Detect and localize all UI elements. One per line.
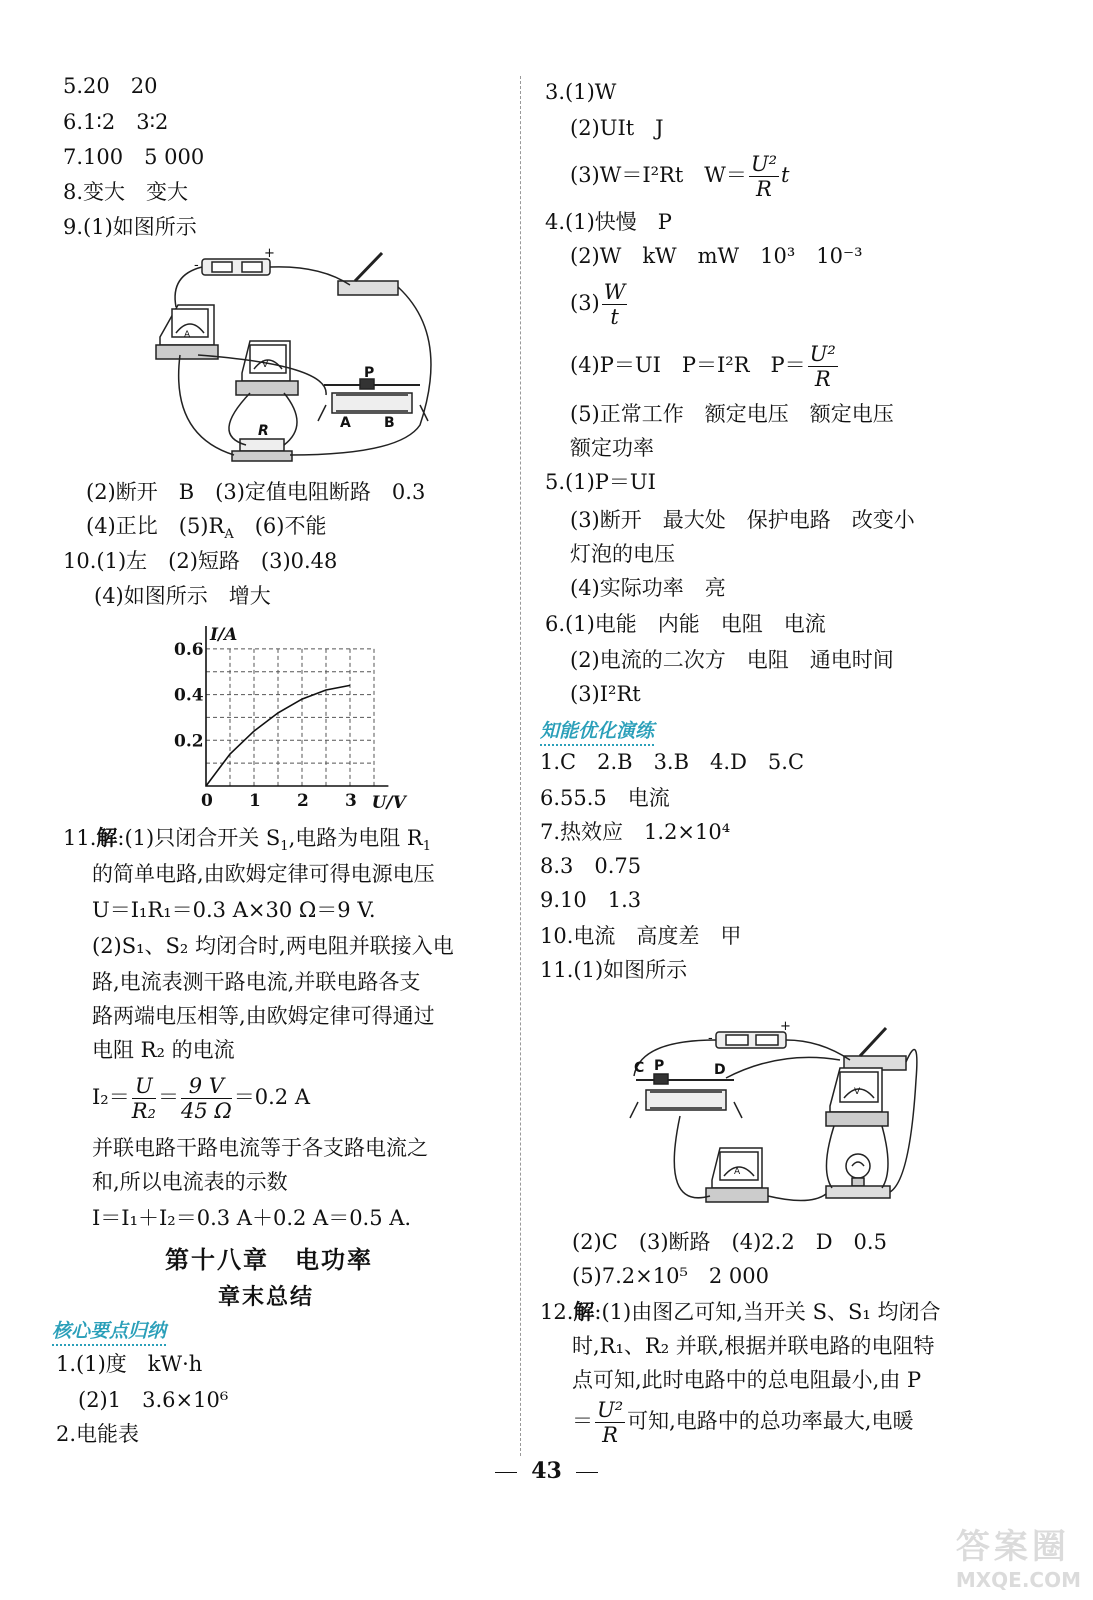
y-tick-label: 0.6 xyxy=(174,639,204,660)
answer-9: 9.(1)如图所示 xyxy=(63,215,197,239)
answer-9-2: (2)断开 B (3)定值电阻断路 0.3 xyxy=(86,480,426,504)
practice-7: 7.热效应 1.2×10⁴ xyxy=(540,820,731,844)
r-4-5: (5)正常工作 额定电压 额定电压 xyxy=(570,402,894,426)
r-3-1: 3.(1)W xyxy=(545,80,617,104)
answer-6: 6.1∶2 3∶2 xyxy=(63,110,169,134)
fig3-minus-label: - xyxy=(708,1031,713,1046)
answer-5: 5.20 20 xyxy=(63,74,158,98)
answer-11-line5: 路,电流表测干路电流,并联电路各支 xyxy=(92,970,421,994)
x-tick-label: 0 xyxy=(201,791,213,811)
page-number: 43 xyxy=(0,1458,1093,1484)
answer-11-line2: 的简单电路,由欧姆定律可得电源电压 xyxy=(92,862,435,886)
section-core-points: 核心要点归纳 xyxy=(52,1316,166,1346)
answer-11-line9: 并联电路干路电流等于各支路电流之 xyxy=(92,1136,428,1160)
fig1-ammeter-label: A xyxy=(184,330,191,340)
column-divider xyxy=(520,76,521,1456)
section-practice: 知能优化演练 xyxy=(540,716,654,746)
circuit-diagram-2 xyxy=(620,1020,930,1218)
fig1-resistor-label: R xyxy=(258,423,269,439)
practice-11-5: (5)7.2×10⁵ 2 000 xyxy=(572,1264,769,1288)
practice-10: 10.电流 高度差 甲 xyxy=(540,924,742,948)
chapter-subtitle: 章末总结 xyxy=(218,1285,315,1310)
r-6-2: (2)电流的二次方 电阻 通电时间 xyxy=(570,648,894,672)
fig3-d-label: D xyxy=(714,1062,726,1078)
answer-11-line11: I＝I₁＋I₂＝0.3 A＋0.2 A＝0.5 A. xyxy=(92,1206,412,1230)
answer-10-4: (4)如图所示 增大 xyxy=(94,584,271,608)
r-5-3b: 灯泡的电压 xyxy=(570,542,675,566)
core-2: 2.电能表 xyxy=(56,1422,140,1446)
r-4-5b: 额定功率 xyxy=(570,436,654,460)
fig1-plus-label: + xyxy=(264,246,275,261)
iu-chart xyxy=(170,616,420,816)
r-4-3: (3) $\frac{W}{t}$ xyxy=(570,280,626,329)
y-axis-label: I/A xyxy=(210,625,238,645)
chart-axes xyxy=(206,626,388,786)
practice-11-2: (2)C (3)断路 (4)2.2 D 0.5 xyxy=(572,1230,887,1254)
answer-9-4: (4)正比 $(5)R_A$ (6)不能 xyxy=(86,514,327,543)
practice-12-line4: ＝ $\frac{\text{U²}}{R}$ 可知,电路中的总功率最大,电暖 xyxy=(572,1398,914,1447)
answer-11-line6: 路两端电压相等,由欧姆定律可得通过 xyxy=(92,1004,435,1028)
r-4-4: (4)P＝UI P＝I²R P＝ $\frac{\text{U²}}{R}$ xyxy=(570,342,836,391)
practice-8: 8.3 0.75 xyxy=(540,854,642,878)
fig1-voltmeter-label: V xyxy=(262,360,269,370)
x-tick-label: 3 xyxy=(345,791,357,811)
circuit-diagram-1 xyxy=(150,245,450,470)
practice-12-line1: 12.解:(1)由图乙可知,当开关 S、S₁ 均闭合 xyxy=(540,1299,941,1324)
r-5-4: (4)实际功率 亮 xyxy=(570,576,726,600)
y-tick-label: 0.4 xyxy=(174,685,204,706)
r-4-2: (2)W kW mW 10³ 10⁻³ xyxy=(570,244,863,268)
fig3-plus-label: + xyxy=(780,1020,791,1034)
answer-11-line10: 和,所以电流表的示数 xyxy=(92,1170,288,1194)
x-tick-label: 1 xyxy=(249,791,261,811)
core-1-1: 1.(1)度 kW·h xyxy=(56,1352,203,1376)
fig1-end-a-label: A xyxy=(340,415,351,431)
core-1-2: (2)1 3.6×10⁶ xyxy=(78,1388,229,1412)
fig3-p-label: P xyxy=(654,1058,665,1074)
chapter-title: 第十八章 电功率 xyxy=(165,1246,373,1274)
x-tick-label: 2 xyxy=(297,791,309,811)
answer-11-line1: 11.解:(1)只闭合开关 $S_1$,电路为电阻 $R_1$ xyxy=(63,825,432,855)
answer-11-line4: (2)S₁、S₂ 均闭合时,两电阻并联接入电 xyxy=(92,934,454,958)
r-6-3: (3)I²Rt xyxy=(570,682,641,706)
y-tick-label: 0.2 xyxy=(174,731,204,752)
practice-9: 9.10 1.3 xyxy=(540,888,642,912)
r-5-3: (3)断开 最大处 保护电路 改变小 xyxy=(570,508,915,532)
fig3-c-label: C xyxy=(634,1060,645,1076)
r-4-1: 4.(1)快慢 P xyxy=(545,210,672,234)
r-6-1: 6.(1)电能 内能 电阻 电流 xyxy=(545,612,826,636)
r-5-1: 5.(1)P＝UI xyxy=(545,470,656,494)
axis-lines xyxy=(206,626,388,786)
fig1-minus-label: - xyxy=(194,258,199,273)
fig3-ammeter-label: A xyxy=(734,1167,741,1177)
fig1-end-b-label: B xyxy=(384,415,395,431)
chart-grid xyxy=(206,649,374,786)
fig1-slider-label: P xyxy=(364,365,375,381)
practice-1-5: 1.C 2.B 3.B 4.D 5.C xyxy=(540,750,805,774)
practice-6: 6.55.5 电流 xyxy=(540,786,670,810)
answer-10: 10.(1)左 (2)短路 (3)0.48 xyxy=(63,549,338,573)
answer-8: 8.变大 变大 xyxy=(63,180,189,204)
x-axis-label: U/V xyxy=(371,793,406,813)
r-3-2: (2)UIt J xyxy=(570,116,664,140)
watermark: 答案圈 MXQE.COM xyxy=(955,1527,1081,1592)
answer-7: 7.100 5 000 xyxy=(63,145,205,169)
answer-11-formula: I₂＝ $\frac{U}{\text{R₂}}$ ＝ $\frac{9 V}{45 \Omega}$ ＝0.2 A xyxy=(92,1074,311,1123)
practice-12-line3: 点可知,此时电路中的总电阻最小,由 P xyxy=(572,1368,922,1392)
answer-11-line7: 电阻 R₂ 的电流 xyxy=(92,1038,235,1062)
answer-11-line3: U＝I₁R₁＝0.3 A×30 Ω＝9 V. xyxy=(92,898,376,922)
practice-12-line2: 时,R₁、R₂ 并联,根据并联电路的电阻特 xyxy=(572,1334,935,1358)
fig3-voltmeter-label: V xyxy=(854,1087,861,1097)
r-3-3: (3)W＝I²Rt W＝ $\frac{\text{U²}}{R}$ t xyxy=(570,152,790,201)
practice-11: 11.(1)如图所示 xyxy=(540,958,688,982)
